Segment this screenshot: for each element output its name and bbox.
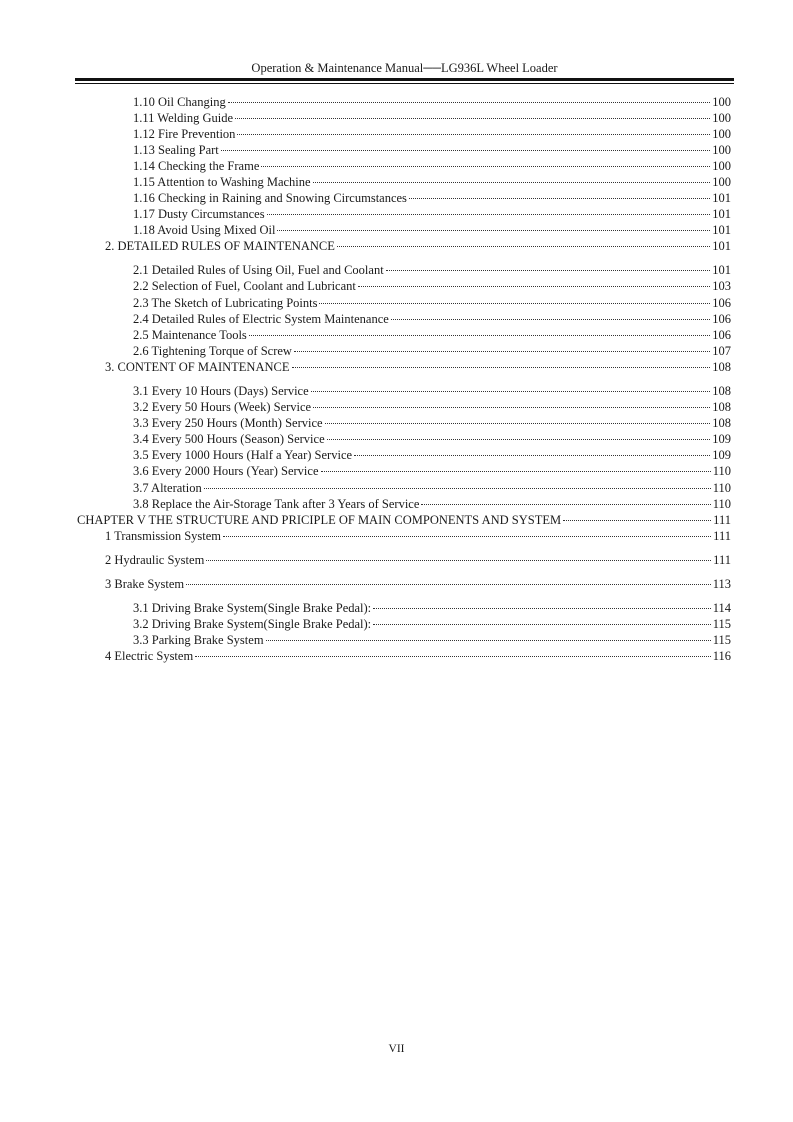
toc-entry-label: 1.16 Checking in Raining and Snowing Circumstances — [133, 191, 407, 205]
toc-entry-label: 1.15 Attention to Washing Machine — [133, 175, 311, 189]
toc-entry-page: 100 — [712, 111, 731, 125]
toc-entry-page: 106 — [712, 328, 731, 342]
toc-entry-1-18[interactable] — [133, 223, 731, 238]
toc-entry-label: 2.2 Selection of Fuel, Coolant and Lubricant — [133, 279, 356, 293]
dot-leader — [421, 503, 710, 505]
dot-leader — [277, 229, 710, 231]
toc-entry-1-17[interactable] — [133, 207, 731, 222]
toc-entry-2-5[interactable] — [133, 328, 731, 343]
dot-leader — [313, 406, 710, 408]
toc-entry-3-5[interactable] — [133, 448, 731, 463]
toc-entry-label: 3.2 Every 50 Hours (Week) Service — [133, 400, 312, 414]
toc-entry-3-4[interactable] — [133, 432, 731, 447]
toc-entry-page: 109 — [712, 448, 731, 462]
toc-entry-page: 108 — [712, 360, 731, 374]
dot-leader — [195, 655, 711, 657]
toc-entry-3-8[interactable] — [133, 497, 731, 512]
toc-entry-label: 1 Transmission System — [105, 529, 222, 543]
toc-entry-label: 2.5 Maintenance Tools — [133, 328, 247, 342]
toc-entry-label: 3.1 Driving Brake System(Single Brake Pedal): — [133, 601, 372, 615]
page-number: VII — [388, 1043, 405, 1055]
toc-entry-label: 3.2 Driving Brake System(Single Brake Pedal): — [133, 617, 372, 631]
toc-entry-page: 115 — [712, 633, 731, 647]
toc-entry-page: 100 — [712, 175, 731, 189]
toc-entry-page: 101 — [712, 207, 731, 221]
toc-entry-label: 1.10 Oil Changing — [133, 95, 226, 109]
dot-leader — [313, 181, 711, 183]
toc-entry-page: 110 — [712, 497, 731, 511]
dot-leader — [237, 133, 710, 135]
toc-section-hydraulic[interactable] — [105, 553, 731, 568]
toc-entry-label: 3.3 Parking Brake System — [133, 633, 264, 647]
toc-entry-2-3[interactable] — [133, 296, 731, 311]
toc-entry-page: 100 — [712, 159, 731, 173]
toc-entry-label: 2 Hydraulic System — [105, 553, 205, 567]
toc-entry-label: 1.18 Avoid Using Mixed Oil — [133, 223, 276, 237]
toc-entry-2-4[interactable] — [133, 312, 731, 327]
toc-entry-label: 3.1 Every 10 Hours (Days) Service — [133, 384, 309, 398]
dot-leader — [325, 422, 711, 424]
toc-entry-3-2[interactable] — [133, 400, 731, 415]
toc-entry-label: 2.3 The Sketch of Lubricating Points — [133, 296, 318, 310]
toc-entry-label: 3.4 Every 500 Hours (Season) Service — [133, 432, 325, 446]
toc-entry-page: 111 — [713, 529, 731, 543]
dot-leader — [235, 117, 710, 119]
header-rule-thin — [75, 83, 734, 84]
toc-entry-3-7[interactable] — [133, 481, 731, 496]
header-rule-thick — [75, 78, 734, 81]
dot-leader — [204, 487, 711, 489]
toc-entry-2-2[interactable] — [133, 279, 731, 294]
dot-leader — [249, 334, 710, 336]
toc-entry-1-12[interactable] — [133, 127, 731, 142]
toc-entry-page: 110 — [712, 464, 731, 478]
toc-entry-label: 3 Brake System — [105, 577, 185, 591]
toc-entry-brake-3-3[interactable] — [133, 633, 731, 648]
toc-entry-label: 1.14 Checking the Frame — [133, 159, 260, 173]
toc-entry-page: 108 — [712, 416, 731, 430]
dot-leader — [294, 350, 710, 352]
toc-entry-1-10[interactable] — [133, 95, 731, 110]
dot-leader — [391, 318, 710, 320]
dot-leader — [321, 470, 711, 472]
dot-leader — [327, 438, 711, 440]
toc-entry-page: 113 — [712, 577, 731, 591]
dot-leader — [354, 454, 710, 456]
toc-entry-1-11[interactable] — [133, 111, 731, 126]
dot-leader — [373, 607, 711, 609]
toc-entry-page: 101 — [712, 191, 731, 205]
toc-entry-1-13[interactable] — [133, 143, 731, 158]
toc-entry-1-16[interactable] — [133, 191, 731, 206]
toc-entry-page: 106 — [712, 296, 731, 310]
page-header: Operation & Maintenance Manual──LG936L Wheel Loader — [251, 61, 558, 75]
toc-section-electric[interactable] — [105, 649, 731, 664]
toc-section-transmission[interactable] — [105, 529, 731, 544]
toc-entry-page: 108 — [712, 384, 731, 398]
dot-leader — [373, 623, 711, 625]
toc-chapter-v[interactable] — [77, 513, 731, 528]
dot-leader — [409, 197, 710, 199]
dot-leader — [267, 213, 711, 215]
toc-section-2[interactable] — [105, 239, 731, 254]
toc-entry-label: 4 Electric System — [105, 649, 194, 663]
toc-entry-label: 3.7 Alteration — [133, 481, 202, 495]
toc-entry-label: 1.17 Dusty Circumstances — [133, 207, 265, 221]
toc-entry-1-14[interactable] — [133, 159, 731, 174]
dot-leader — [337, 245, 710, 247]
toc-entry-label: 2. DETAILED RULES OF MAINTENANCE — [105, 239, 335, 253]
toc-entry-page: 109 — [712, 432, 731, 446]
toc-entry-label: 2.1 Detailed Rules of Using Oil, Fuel and Coolant — [133, 263, 384, 277]
toc-entry-3-6[interactable] — [133, 464, 731, 479]
toc-entry-label: 3.3 Every 250 Hours (Month) Service — [133, 416, 323, 430]
dot-leader — [206, 559, 711, 561]
toc-entry-label: 2.6 Tightening Torque of Screw — [133, 344, 292, 358]
toc-entry-3-3[interactable] — [133, 416, 731, 431]
toc-entry-page: 100 — [712, 143, 731, 157]
toc-entry-label: 1.13 Sealing Part — [133, 143, 219, 157]
dot-leader — [186, 583, 711, 585]
toc-entry-label: 3.8 Replace the Air-Storage Tank after 3 Years of Service — [133, 497, 420, 511]
dot-leader — [261, 165, 710, 167]
toc-entry-page: 108 — [712, 400, 731, 414]
toc-section-brake[interactable] — [105, 577, 731, 592]
toc-entry-3-1[interactable] — [133, 384, 731, 399]
toc-entry-page: 101 — [712, 223, 731, 237]
toc-entry-label: CHAPTER V THE STRUCTURE AND PRICIPLE OF MAIN COMPONENTS AND SYSTEM — [77, 513, 562, 527]
toc-entry-page: 111 — [713, 553, 731, 567]
toc-entry-label: 3.6 Every 2000 Hours (Year) Service — [133, 464, 319, 478]
toc-entry-page: 101 — [712, 263, 731, 277]
dot-leader — [319, 302, 710, 304]
toc-entry-brake-3-1[interactable] — [133, 601, 731, 616]
toc-entry-page: 103 — [712, 279, 731, 293]
dot-leader — [266, 639, 711, 641]
toc-entry-page: 111 — [713, 513, 731, 527]
toc-entry-page: 110 — [712, 481, 731, 495]
toc-entry-label: 1.12 Fire Prevention — [133, 127, 236, 141]
toc-entry-page: 100 — [712, 127, 731, 141]
dot-leader — [563, 519, 711, 521]
toc-entry-1-15[interactable] — [133, 175, 731, 190]
dot-leader — [358, 285, 710, 287]
toc-entry-page: 114 — [712, 601, 731, 615]
toc-entry-page: 106 — [712, 312, 731, 326]
toc-entry-label: 1.11 Welding Guide — [133, 111, 234, 125]
dot-leader — [386, 269, 711, 271]
dot-leader — [221, 149, 710, 151]
toc-entry-label: 3. CONTENT OF MAINTENANCE — [105, 360, 290, 374]
toc-entry-page: 100 — [712, 95, 731, 109]
toc-entry-label: 2.4 Detailed Rules of Electric System Maintenance — [133, 312, 389, 326]
dot-leader — [311, 390, 711, 392]
toc-entry-page: 115 — [712, 617, 731, 631]
toc-entry-page: 107 — [712, 344, 731, 358]
dot-leader — [228, 101, 711, 103]
toc-entry-brake-3-2[interactable] — [133, 617, 731, 632]
toc-entry-page: 101 — [712, 239, 731, 253]
toc-entry-label: 3.5 Every 1000 Hours (Half a Year) Service — [133, 448, 353, 462]
toc-entry-page: 116 — [712, 649, 731, 663]
dot-leader — [223, 535, 711, 537]
toc-entry-2-6[interactable] — [133, 344, 731, 359]
toc-section-3[interactable] — [105, 360, 731, 375]
dot-leader — [292, 366, 711, 368]
toc-entry-2-1[interactable] — [133, 263, 731, 278]
